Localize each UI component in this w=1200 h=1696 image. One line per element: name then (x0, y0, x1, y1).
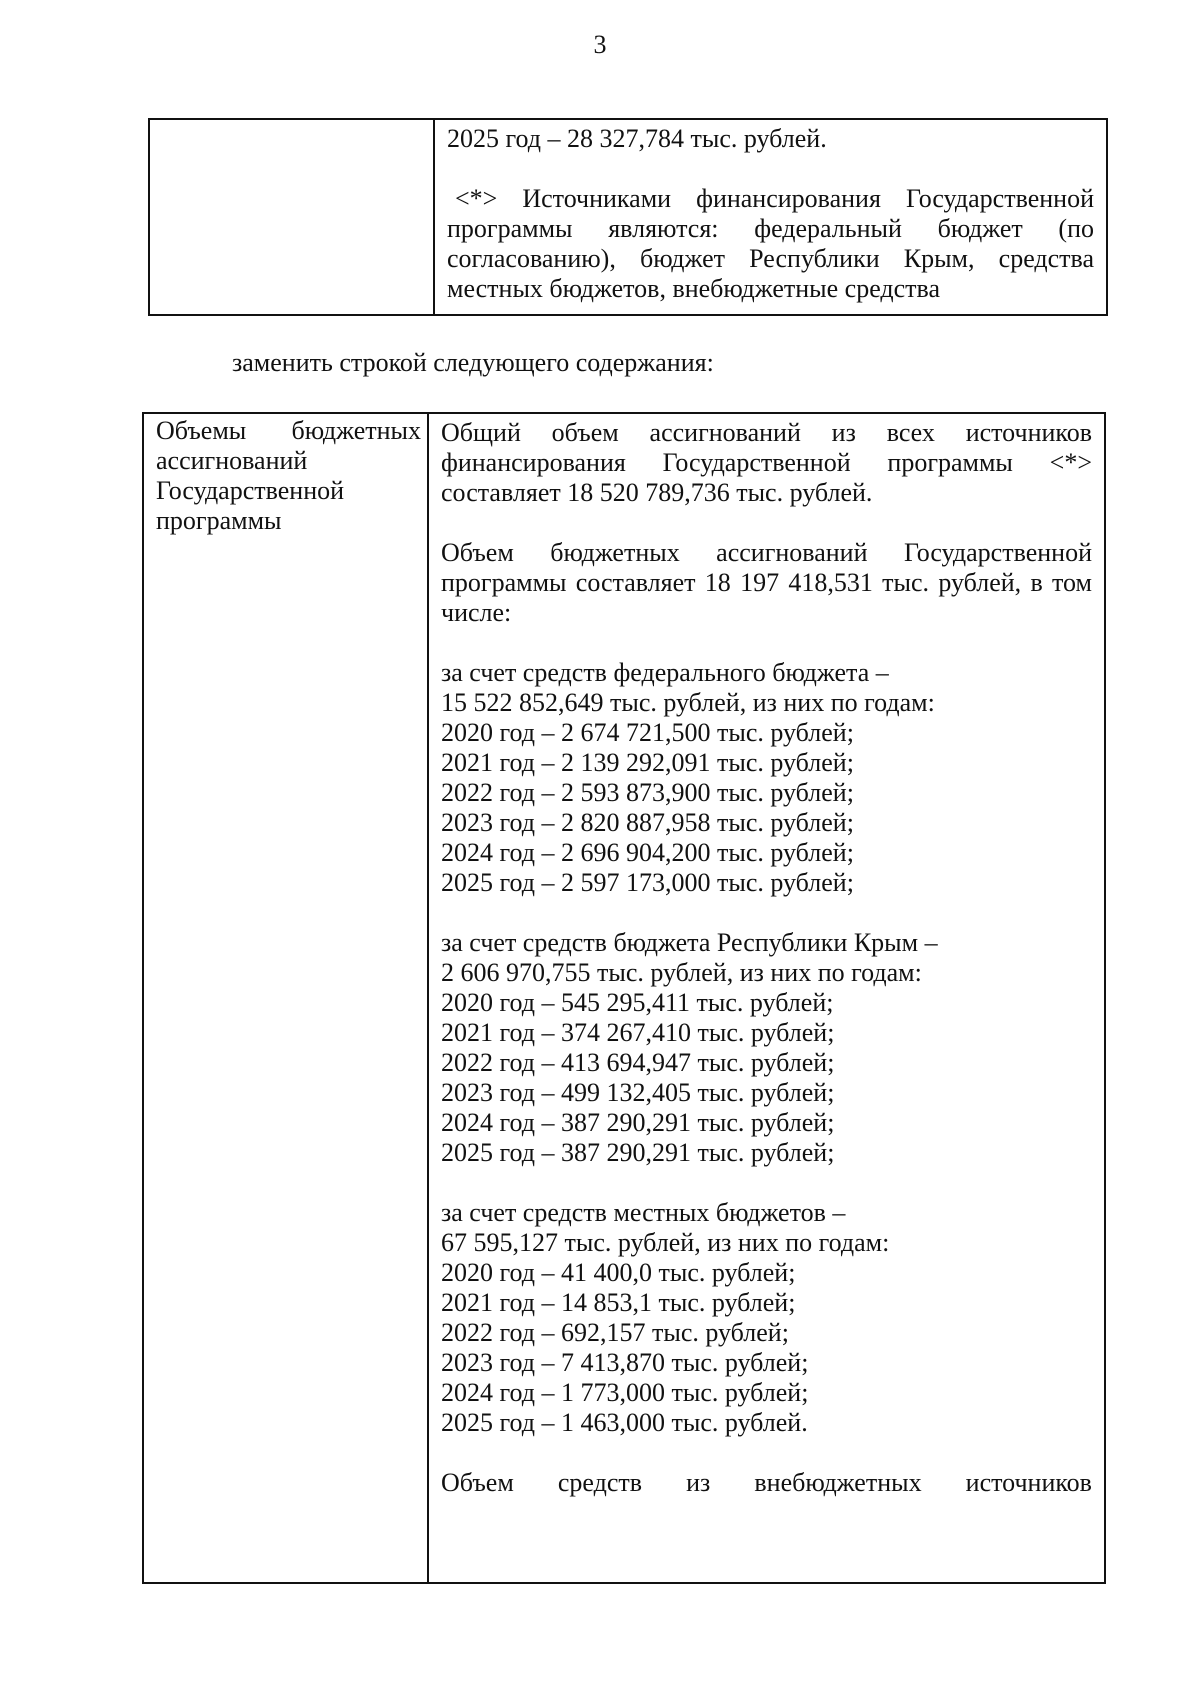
republic-year-line: 2021 год – 374 267,410 тыс. рублей; (441, 1018, 835, 1047)
federal-year-line: 2025 год – 2 597 173,000 тыс. рублей; (441, 868, 854, 897)
replacement-row-left-cell (143, 413, 428, 1583)
republic-budget-block (441, 928, 1092, 1168)
federal-year-line: 2023 год – 2 820 887,958 тыс. рублей; (441, 808, 854, 837)
local-year-line: 2023 год – 7 413,870 тыс. рублей; (441, 1348, 809, 1377)
republic-year-line: 2023 год – 499 132,405 тыс. рублей; (441, 1078, 835, 1107)
sources-footnote: <*> Источниками финансирования Государственной программы являются: федеральный бюджет (по согласованию), бюджет Республики Крым, средства местных бюджетов, внебюджетные средства (447, 184, 1094, 303)
local-year-line: 2021 год – 14 853,1 тыс. рублей; (441, 1288, 796, 1317)
previous-row-left-cell (149, 119, 434, 315)
word: средств (557, 1468, 643, 1497)
previous-row-right-cell (434, 119, 1107, 315)
republic-year-line: 2022 год – 413 694,947 тыс. рублей; (441, 1048, 835, 1077)
word: источников (965, 1468, 1092, 1497)
word: Объем (441, 1468, 514, 1497)
extrabudgetary-line (441, 1468, 1092, 1498)
republic-heading: за счет средств бюджета Республики Крым – (441, 928, 938, 957)
republic-year-line: 2020 год – 545 295,411 тыс. рублей; (441, 988, 834, 1017)
replace-instruction: заменить строкой следующего содержания: (232, 348, 714, 377)
republic-total: 2 606 970,755 тыс. рублей, из них по годам: (441, 958, 922, 987)
local-year-line: 2022 год – 692,157 тыс. рублей; (441, 1318, 789, 1347)
replacement-row-right-cell (428, 413, 1105, 1583)
federal-year-line: 2022 год – 2 593 873,900 тыс. рублей; (441, 778, 854, 807)
page-number: 3 (593, 30, 607, 59)
federal-heading: за счет средств федерального бюджета – (441, 658, 889, 687)
federal-total: 15 522 852,649 тыс. рублей, из них по годам: (441, 688, 935, 717)
republic-year-line: 2024 год – 387 290,291 тыс. рублей; (441, 1108, 835, 1137)
federal-year-line: 2024 год – 2 696 904,200 тыс. рублей; (441, 838, 854, 867)
local-year-line: 2025 год – 1 463,000 тыс. рублей. (441, 1408, 808, 1437)
local-year-line: 2020 год – 41 400,0 тыс. рублей; (441, 1258, 796, 1287)
replacement-row-table (142, 412, 1106, 1584)
federal-budget-block (441, 658, 1092, 898)
local-total: 67 595,127 тыс. рублей, из них по годам: (441, 1228, 890, 1257)
federal-year-line: 2021 год – 2 139 292,091 тыс. рублей; (441, 748, 854, 777)
word: из (686, 1468, 711, 1497)
row-label: Объемы бюджетных ассигнований Государственной программы (156, 416, 421, 535)
total-allocation-paragraph: Общий объем ассигнований из всех источников финансирования Государственной программы <*> составляет 18 520 789,736 тыс. рублей. (441, 418, 1092, 507)
local-budget-block (441, 1198, 1092, 1438)
republic-year-line: 2025 год – 387 290,291 тыс. рублей; (441, 1138, 835, 1167)
federal-year-line: 2020 год – 2 674 721,500 тыс. рублей; (441, 718, 854, 747)
local-heading: за счет средств местных бюджетов – (441, 1198, 846, 1227)
local-year-line: 2024 год – 1 773,000 тыс. рублей; (441, 1378, 809, 1407)
year-2025-line: 2025 год – 28 327,784 тыс. рублей. (447, 124, 827, 153)
previous-row-table (148, 118, 1108, 316)
budget-allocation-paragraph: Объем бюджетных ассигнований Государственной программы составляет 18 197 418,531 тыс. рублей, в том числе: (441, 538, 1092, 627)
word: внебюджетных (754, 1468, 922, 1497)
